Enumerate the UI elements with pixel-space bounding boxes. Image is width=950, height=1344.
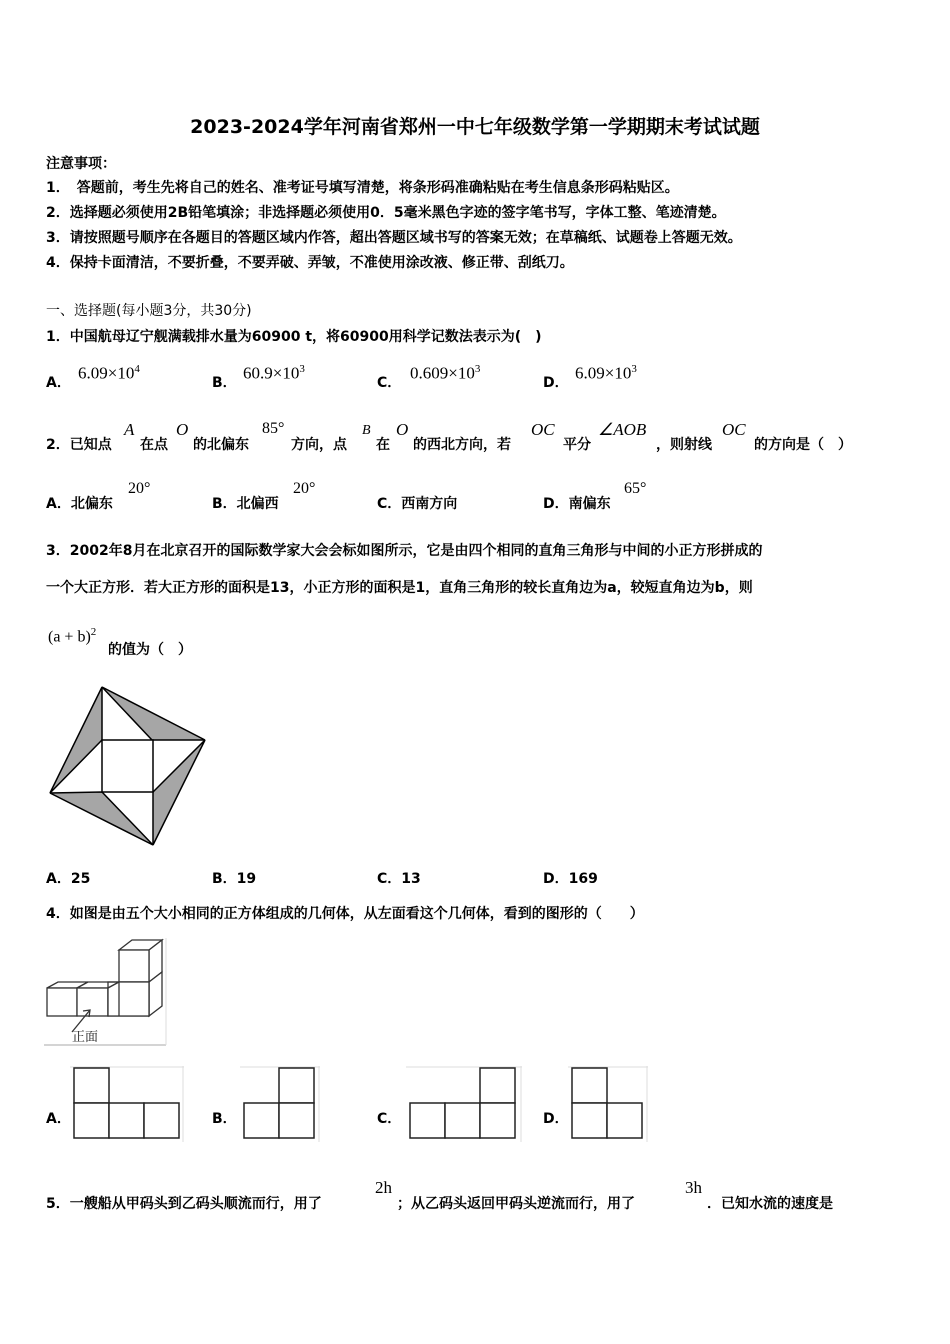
q5-text: ；从乙码头返回甲码头逆流而行，用了: [397, 1196, 635, 1212]
right-triangle: [50, 687, 102, 793]
q4-option-label: B．: [212, 1111, 237, 1127]
q4-stem: 4．如图是由五个大小相同的正方体组成的几何体，从左面看这个几何体，看到的图形的（ ）: [46, 906, 644, 922]
q2-math: 85°: [262, 420, 285, 437]
q4-option-label: A．: [46, 1111, 71, 1127]
inner-square: [102, 740, 153, 792]
q1-option-label: A．: [46, 375, 71, 391]
q3-option: D．169: [543, 871, 598, 887]
q2-math: O: [396, 420, 409, 439]
q2-text: 平分: [563, 437, 591, 453]
q2-text: 方向，点: [291, 437, 347, 453]
q5-time: 2h: [375, 1178, 392, 1197]
q4-solid-figure: [44, 938, 170, 1050]
q2-text: 的方向是（ ）: [754, 437, 852, 453]
q2-math: OC: [531, 420, 555, 439]
q2-math: A: [124, 420, 135, 439]
q2-option-label: D．南偏东: [543, 496, 611, 512]
q2-text: 2．已知点: [46, 437, 112, 453]
q5-text: 5．一艘船从甲码头到乙码头顺流而行，用了: [46, 1196, 322, 1212]
q2-text: ，则射线: [656, 437, 712, 453]
q2-text: 在点: [140, 437, 168, 453]
right-triangle: [50, 792, 153, 845]
q2-text: 的西北方向，若: [413, 437, 511, 453]
q2-option-degree: 65°: [624, 480, 647, 497]
q2-option-degree: 20°: [293, 480, 316, 497]
q2-math: B: [362, 423, 371, 438]
q1-option-label: D．: [543, 375, 569, 391]
q3-pinwheel-figure: [44, 684, 210, 850]
notice-heading: 注意事项：: [46, 156, 116, 172]
notice-item: 1． 答题前，考生先将自己的姓名、准考证号填写清楚，将条形码准确粘贴在考生信息条形码粘贴区。: [46, 180, 679, 196]
q1-option-value: $6.09\times 10^4$: [78, 363, 140, 383]
front-label: 正面: [72, 1030, 99, 1045]
notice-item: 2．选择题必须使用2B铅笔填涂；非选择题必须使用0．5毫米黑色字迹的签字笔书写，字体工整、笔迹清楚。: [46, 205, 726, 221]
q3-tail: 的值为（ ）: [108, 642, 192, 658]
q4-option-label: D．: [543, 1111, 569, 1127]
q3-expression: $(a + b)^2$: [48, 626, 97, 646]
q2-option-label: C．西南方向: [377, 496, 458, 512]
q2-math: ∠AOB: [598, 420, 647, 439]
q4-option-d-figure: [568, 1066, 648, 1142]
q5-text: ．已知水流的速度是: [707, 1196, 833, 1212]
q1-option-label: B．: [212, 375, 237, 391]
notice-item: 4．保持卡面清洁，不要折叠，不要弄破、弄皱，不准使用涂改液、修正带、刮纸刀。: [46, 255, 574, 271]
q1-stem: 1．中国航母辽宁舰满载排水量为60900 t，将60900用科学记数法表示为( ): [46, 329, 542, 345]
section-heading: 一、选择题(每小题3分，共30分): [46, 303, 252, 319]
q3-option: C．13: [377, 871, 421, 887]
q2-option-label: A．北偏东: [46, 496, 113, 512]
q1-option-value: $6.09\times 10^3$: [575, 363, 637, 383]
page-title: 2023-2024学年河南省郑州一中七年级数学第一学期期末考试试题: [190, 116, 760, 138]
q3-line: 3．2002年8月在北京召开的国际数学家大会会标如图所示，它是由四个相同的直角三角形与中间的小正方形拼成的: [46, 543, 763, 559]
q4-option-a-figure: [70, 1066, 184, 1142]
q4-option-label: C．: [377, 1111, 402, 1127]
q3-line: 一个大正方形．若大正方形的面积是13，小正方形的面积是1，直角三角形的较长直角边为a，较短直角边为b，则: [46, 580, 753, 596]
right-triangle: [102, 687, 205, 740]
q1-option-label: C．: [377, 375, 402, 391]
q1-option-value: $60.9\times 10^3$: [243, 363, 305, 383]
notice-item: 3．请按照题号顺序在各题目的答题区域内作答，超出答题区域书写的答案无效；在草稿纸、试题卷上答题无效。: [46, 230, 742, 246]
q2-text: 在: [376, 437, 390, 453]
q4-option-c-figure: [406, 1066, 522, 1142]
q2-option-degree: 20°: [128, 480, 151, 497]
q2-text: 的北偏东: [193, 437, 249, 453]
q1-option-value: $0.609\times 10^3$: [410, 363, 481, 383]
q3-option: B．19: [212, 871, 257, 887]
q4-option-b-figure: [240, 1066, 320, 1142]
q3-option: A．25: [46, 871, 91, 887]
q2-option-label: B．北偏西: [212, 496, 279, 512]
q2-math: OC: [722, 420, 746, 439]
right-triangle: [153, 740, 205, 845]
q5-time: 3h: [685, 1178, 702, 1197]
q2-math: O: [176, 420, 189, 439]
